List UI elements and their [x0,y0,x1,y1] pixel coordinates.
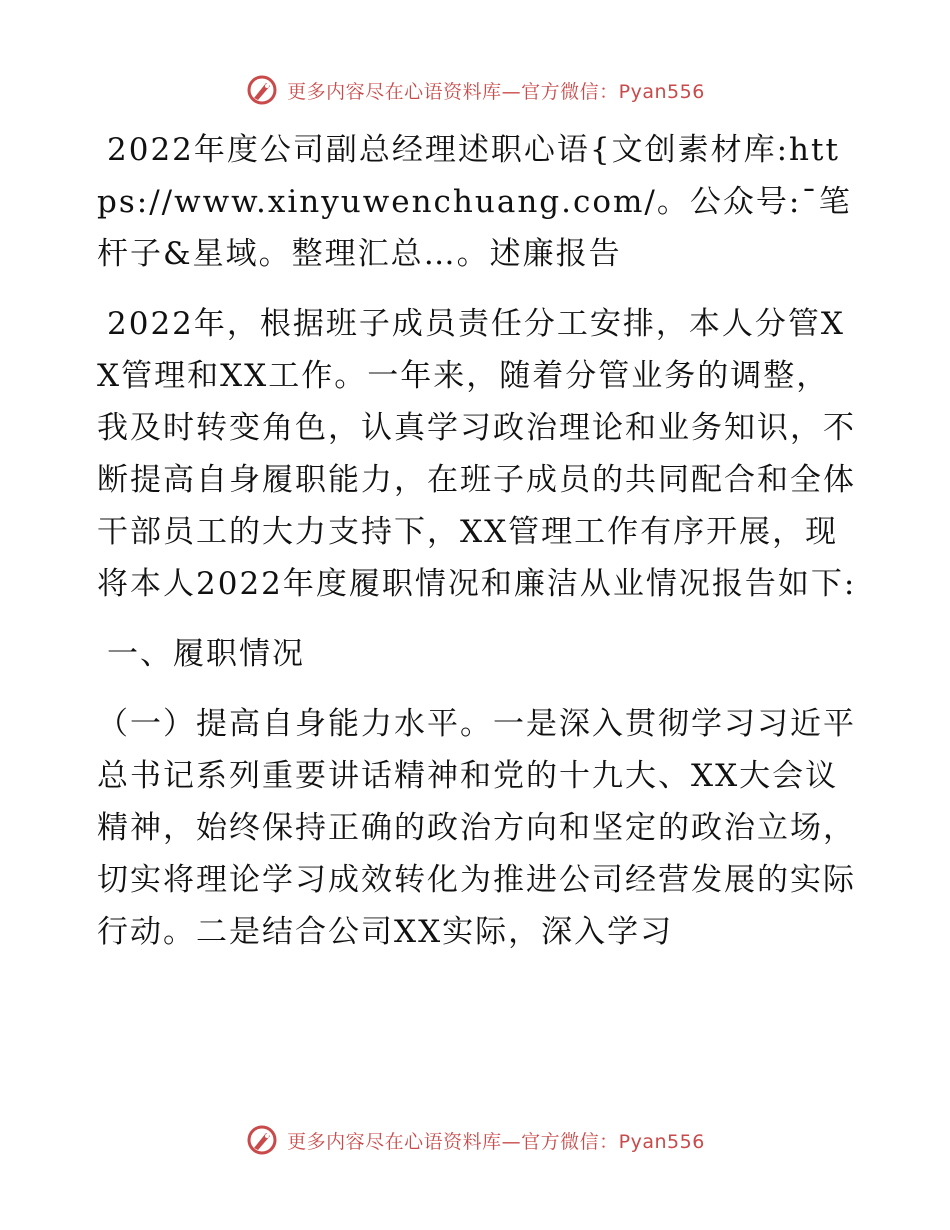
pen-nib-circle-icon [245,1123,279,1157]
watermark-text: 更多内容尽在心语资料库—官方微信：Pyan556 [287,1130,705,1153]
watermark-text: 更多内容尽在心语资料库—官方微信：Pyan556 [287,80,705,103]
section-heading: 一、履职情况 [107,636,305,672]
section-paragraph: （一）提高自身能力水平。一是深入贯彻学习习近平总书记系列重要讲话精神和党的十九大、XX大会议精神，始终保持正确的政治方向和坚定的政治立场，切实将理论学习成效转化为推进公司经营发展的实际行动。二是结合公司XX实际，深入学习 [97,706,856,950]
document-body [97,124,857,976]
pen-nib-circle-icon [245,73,279,107]
document-title-paragraph: 2022年度公司副总经理述职心语{文创素材库:https://www.xinyuwenchuang.com/。公众号:¯笔杆子&星域。整理汇总…。述廉报告 [97,132,852,272]
footer-watermark [0,1120,950,1160]
header-watermark [0,70,950,110]
intro-paragraph: 2022年，根据班子成员责任分工安排，本人分管XX管理和XX工作。一年来，随着分管业务的调整，我及时转变角色，认真学习政治理论和业务知识，不断提高自身履职能力，在班子成员的共同配合和全体干部员工的大力支持下，XX管理工作有序开展，现将本人2022年度履职情况和廉洁从业情况报告如下: [97,306,857,602]
